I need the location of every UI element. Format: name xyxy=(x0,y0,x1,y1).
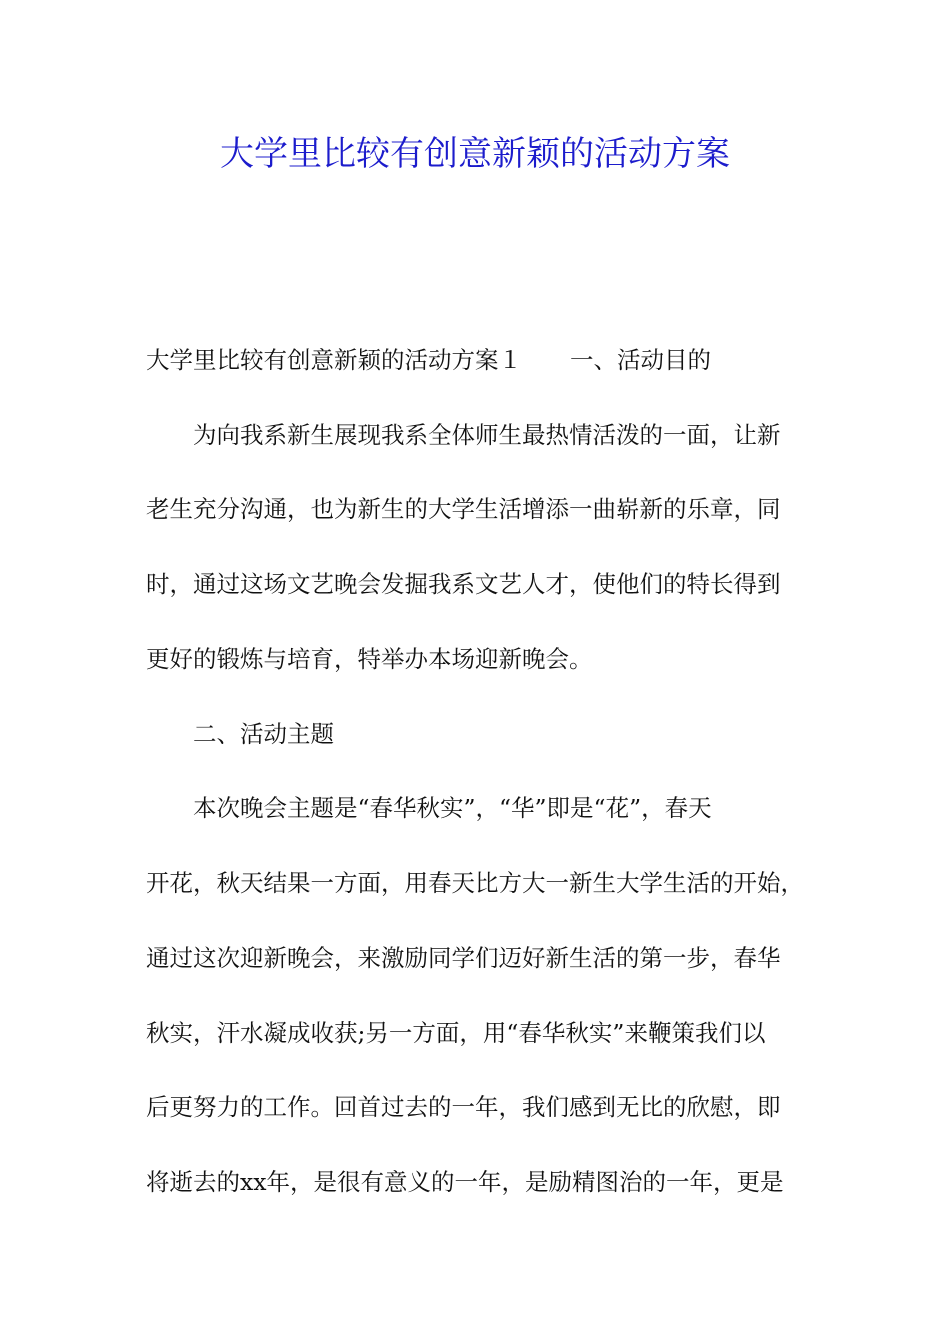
paragraph-line: 将逝去的xx年，是很有意义的一年，是励精图治的一年，更是 xyxy=(146,1168,784,1196)
text-line xyxy=(146,342,711,378)
section-heading: 二、活动主题 xyxy=(193,720,334,748)
paragraph-line: 老生充分沟通，也为新生的大学生活增添一曲崭新的乐章，同 xyxy=(146,495,781,523)
paragraph-line: 秋实，汗水凝成收获;另一方面，用“春华秋实”来鞭策我们以 xyxy=(146,1019,766,1047)
paragraph-line: 开花，秋天结果一方面，用春天比方大一新生大学生活的开始， xyxy=(146,869,804,897)
paragraph-line: 本次晚会主题是“春华秋实”，“华”即是“花”，春天 xyxy=(193,794,712,822)
paragraph-line: 后更努力的工作。回首过去的一年，我们感到无比的欣慰，即 xyxy=(146,1093,781,1121)
paragraph-line: 时，通过这场文艺晚会发掘我系文艺人才，使他们的特长得到 xyxy=(146,570,781,598)
section-heading: 一、活动目的 xyxy=(570,346,711,374)
subtitle-line: 大学里比较有创意新颖的活动方案１ xyxy=(146,346,522,374)
paragraph-line: 通过这次迎新晚会，来激励同学们迈好新生活的第一步，春华 xyxy=(146,944,781,972)
paragraph-line: 为向我系新生展现我系全体师生最热情活泼的一面，让新 xyxy=(193,421,781,449)
paragraph-line: 更好的锻炼与培育，特举办本场迎新晚会。 xyxy=(146,645,593,673)
document-title: 大学里比较有创意新颖的活动方案 xyxy=(220,134,730,174)
